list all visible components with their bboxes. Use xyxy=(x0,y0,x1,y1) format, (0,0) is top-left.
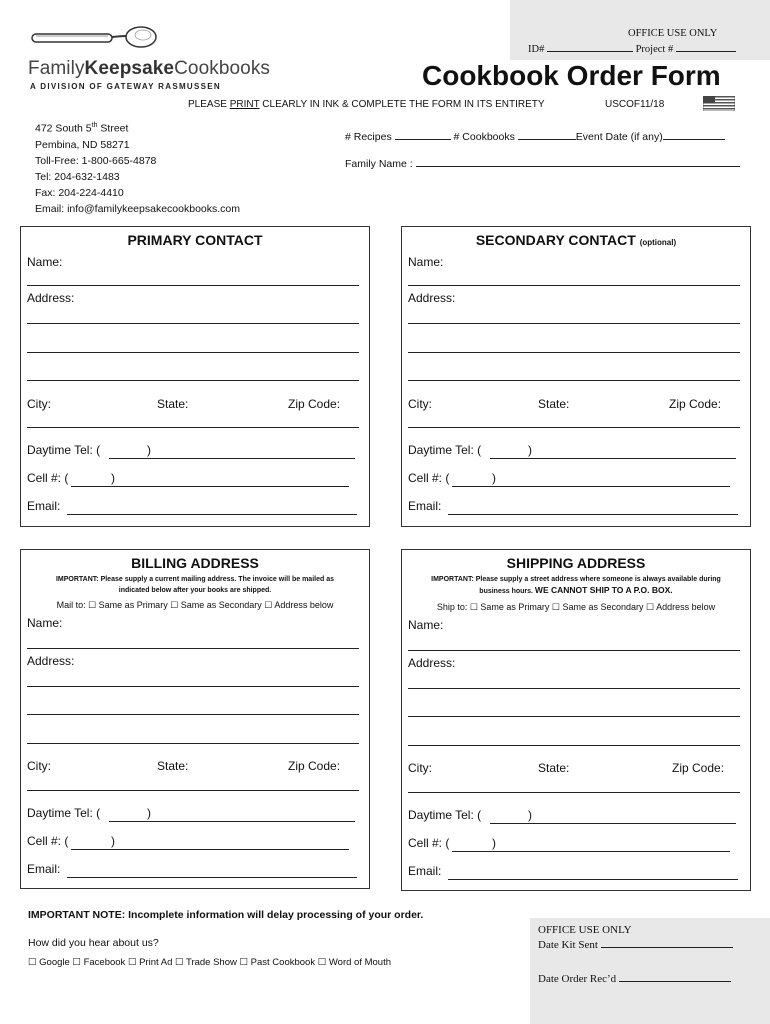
office-project-label: Project # xyxy=(635,44,674,55)
secondary-address-line-1[interactable] xyxy=(408,323,740,324)
address-tollfree: Toll-Free: 1-800-665-4878 xyxy=(35,154,157,167)
primary-cell-field[interactable] xyxy=(71,486,349,487)
primary-name-label: Name: xyxy=(27,255,63,269)
shipping-city-label: City: xyxy=(408,761,432,775)
billing-name-label: Name: xyxy=(27,616,63,630)
office-use-bottom xyxy=(530,918,770,1024)
secondary-state-label: State: xyxy=(538,397,570,411)
shipping-important-line2a: business hours. xyxy=(479,588,535,595)
kit-sent-label: Date Kit Sent xyxy=(538,939,598,951)
instruction-print: PRINT xyxy=(229,99,260,110)
shipping-important xyxy=(408,574,744,597)
primary-zip-label: Zip Code: xyxy=(288,397,341,411)
billing-mail-to-options[interactable]: Mail to: ☐ Same as Primary ☐ Same as Secondary ☐ Address below xyxy=(56,600,334,610)
secondary-optional: (optional) xyxy=(639,238,677,247)
brand-logo xyxy=(28,58,270,80)
address-city: Pembina, ND 58271 xyxy=(35,138,130,151)
billing-cell-field[interactable] xyxy=(71,849,349,850)
shipping-state-label: State: xyxy=(538,761,570,775)
billing-address-line-3[interactable] xyxy=(27,743,359,744)
billing-zip-label: Zip Code: xyxy=(288,759,341,773)
secondary-name-field[interactable] xyxy=(408,285,740,286)
secondary-daytime-field[interactable] xyxy=(490,458,736,459)
brand-part-keepsake: Keepsake xyxy=(84,58,175,79)
shipping-daytime-field[interactable] xyxy=(490,823,736,824)
secondary-address-line-2[interactable] xyxy=(408,352,740,353)
street-sup: th xyxy=(91,122,98,129)
secondary-daytime-paren: ) xyxy=(528,443,532,457)
primary-address-line-3[interactable] xyxy=(27,380,359,381)
secondary-zip-label: Zip Code: xyxy=(669,397,722,411)
billing-name-field[interactable] xyxy=(27,648,359,649)
billing-important xyxy=(27,574,363,596)
billing-daytime-label: Daytime Tel: ( xyxy=(27,806,101,820)
form-code: USCOF11/18 xyxy=(605,99,665,110)
us-flag-icon xyxy=(703,96,735,111)
primary-address-line-1[interactable] xyxy=(27,323,359,324)
spoon-logo-icon xyxy=(30,24,160,52)
billing-address-line-2[interactable] xyxy=(27,714,359,715)
event-date-label: Event Date (if any) xyxy=(575,131,663,143)
address-tel: Tel: 204-632-1483 xyxy=(35,170,120,183)
family-name-label: Family Name : xyxy=(345,158,413,170)
primary-city-state-zip-field[interactable] xyxy=(27,427,359,428)
shipping-address-label: Address: xyxy=(408,656,456,670)
shipping-no-po-box: WE CANNOT SHIP TO A P.O. BOX. xyxy=(534,585,673,595)
event-date-field[interactable] xyxy=(663,130,725,140)
billing-email-field[interactable] xyxy=(67,877,357,878)
shipping-address-box xyxy=(401,549,751,891)
secondary-title-text: SECONDARY CONTACT xyxy=(475,232,636,248)
billing-daytime-paren: ) xyxy=(147,806,151,820)
primary-name-field[interactable] xyxy=(27,285,359,286)
secondary-city-state-zip-field[interactable] xyxy=(408,427,740,428)
company-address xyxy=(35,118,240,217)
street-number: 472 South 5 xyxy=(35,122,92,135)
billing-address-line-1[interactable] xyxy=(27,686,359,687)
primary-email-label: Email: xyxy=(27,499,61,513)
primary-daytime-paren: ) xyxy=(147,443,151,457)
instruction-post: CLEARLY IN INK & COMPLETE THE FORM IN ITS ENTIRETY xyxy=(259,99,545,110)
primary-contact-title: PRIMARY CONTACT xyxy=(127,232,263,248)
instruction-pre: PLEASE xyxy=(188,99,230,110)
billing-daytime-field[interactable] xyxy=(109,821,355,822)
brand-part-family: Family xyxy=(28,58,85,79)
secondary-contact-title xyxy=(402,232,750,248)
shipping-cell-field[interactable] xyxy=(452,851,730,852)
shipping-address-line-2[interactable] xyxy=(408,716,740,717)
office-id-label: ID# xyxy=(528,44,545,55)
kit-sent-field[interactable] xyxy=(601,938,733,948)
shipping-address-line-1[interactable] xyxy=(408,688,740,689)
brand-division: A DIVISION OF GATEWAY RASMUSSEN xyxy=(30,82,221,91)
billing-address-label: Address: xyxy=(27,654,75,668)
shipping-city-state-zip-field[interactable] xyxy=(408,792,740,793)
secondary-daytime-label: Daytime Tel: ( xyxy=(408,443,482,457)
secondary-cell-paren: ) xyxy=(492,471,496,485)
shipping-email-field[interactable] xyxy=(448,879,738,880)
shipping-address-line-3[interactable] xyxy=(408,745,740,746)
family-name-field[interactable] xyxy=(416,157,740,167)
billing-address-title: BILLING ADDRESS xyxy=(131,555,259,571)
print-instruction xyxy=(188,99,545,110)
brand-part-cookbooks: Cookbooks xyxy=(174,58,271,79)
billing-state-label: State: xyxy=(157,759,189,773)
important-note: IMPORTANT NOTE: Incomplete information will delay processing of your order. xyxy=(28,909,424,921)
order-recd-row xyxy=(538,972,731,985)
recipes-label: # Recipes xyxy=(345,131,392,143)
shipping-zip-label: Zip Code: xyxy=(672,761,725,775)
office-project-field[interactable] xyxy=(676,42,736,52)
billing-email-label: Email: xyxy=(27,862,61,876)
shipping-email-label: Email: xyxy=(408,864,442,878)
primary-cell-label: Cell #: ( xyxy=(27,471,69,485)
street-rest: Street xyxy=(97,122,129,135)
shipping-daytime-label: Daytime Tel: ( xyxy=(408,808,482,822)
primary-cell-paren: ) xyxy=(111,471,115,485)
shipping-address-title: SHIPPING ADDRESS xyxy=(506,555,646,571)
billing-cell-paren: ) xyxy=(111,834,115,848)
hear-about-question: How did you hear about us? xyxy=(28,937,159,949)
billing-address-box xyxy=(20,549,370,889)
order-row-1 xyxy=(345,130,725,143)
order-recd-field[interactable] xyxy=(619,972,731,982)
cookbooks-field[interactable] xyxy=(518,130,576,140)
secondary-address-label: Address: xyxy=(408,291,456,305)
billing-cell-label: Cell #: ( xyxy=(27,834,69,848)
secondary-email-label: Email: xyxy=(408,499,442,513)
shipping-important-line2 xyxy=(408,585,744,597)
billing-city-state-zip-field[interactable] xyxy=(27,790,359,791)
primary-state-label: State: xyxy=(157,397,189,411)
primary-address-line-2[interactable] xyxy=(27,352,359,353)
primary-address-label: Address: xyxy=(27,291,75,305)
hear-about-options[interactable]: ☐ Google ☐ Facebook ☐ Print Ad ☐ Trade Show ☐ Past Cookbook ☐ Word of Mouth xyxy=(28,957,392,968)
billing-important-line2: indicated below after your books are shipped. xyxy=(118,587,272,594)
primary-contact-box xyxy=(20,226,370,527)
office-id-field[interactable] xyxy=(547,42,633,52)
address-street xyxy=(35,118,240,137)
office-use-title: OFFICE USE ONLY xyxy=(628,28,718,39)
primary-daytime-label: Daytime Tel: ( xyxy=(27,443,101,457)
order-recd-label: Date Order Rec’d xyxy=(538,973,617,985)
shipping-name-field[interactable] xyxy=(408,650,740,651)
office-bottom-title: OFFICE USE ONLY xyxy=(538,924,632,936)
secondary-cell-field[interactable] xyxy=(452,486,730,487)
address-email: Email: info@familykeepsakecookbooks.com xyxy=(35,202,240,215)
secondary-name-label: Name: xyxy=(408,255,444,269)
shipping-cell-label: Cell #: ( xyxy=(408,836,450,850)
secondary-contact-box xyxy=(401,226,751,527)
billing-city-label: City: xyxy=(27,759,51,773)
primary-daytime-field[interactable] xyxy=(109,458,355,459)
shipping-cell-paren: ) xyxy=(492,836,496,850)
recipes-field[interactable] xyxy=(395,130,451,140)
kit-sent-row xyxy=(538,938,733,951)
primary-city-label: City: xyxy=(27,397,51,411)
address-fax: Fax: 204-224-4410 xyxy=(35,186,124,199)
form-title: Cookbook Order Form xyxy=(422,60,721,91)
secondary-email-field[interactable] xyxy=(448,514,738,515)
shipping-important-line1: IMPORTANT: Please supply a street address where someone is always available during xyxy=(431,576,721,583)
secondary-cell-label: Cell #: ( xyxy=(408,471,450,485)
office-use-top xyxy=(510,0,770,60)
secondary-address-line-3[interactable] xyxy=(408,380,740,381)
office-id-row xyxy=(528,42,736,55)
cookbooks-label: # Cookbooks xyxy=(453,131,515,143)
order-row-2 xyxy=(345,157,740,170)
billing-important-line1: IMPORTANT: Please supply a current mailing address. The invoice will be mailed as xyxy=(55,576,334,583)
secondary-city-label: City: xyxy=(408,397,432,411)
primary-email-field[interactable] xyxy=(67,514,357,515)
shipping-daytime-paren: ) xyxy=(528,808,532,822)
shipping-ship-to-options[interactable]: Ship to: ☐ Same as Primary ☐ Same as Secondary ☐ Address below xyxy=(436,602,716,612)
shipping-name-label: Name: xyxy=(408,618,444,632)
